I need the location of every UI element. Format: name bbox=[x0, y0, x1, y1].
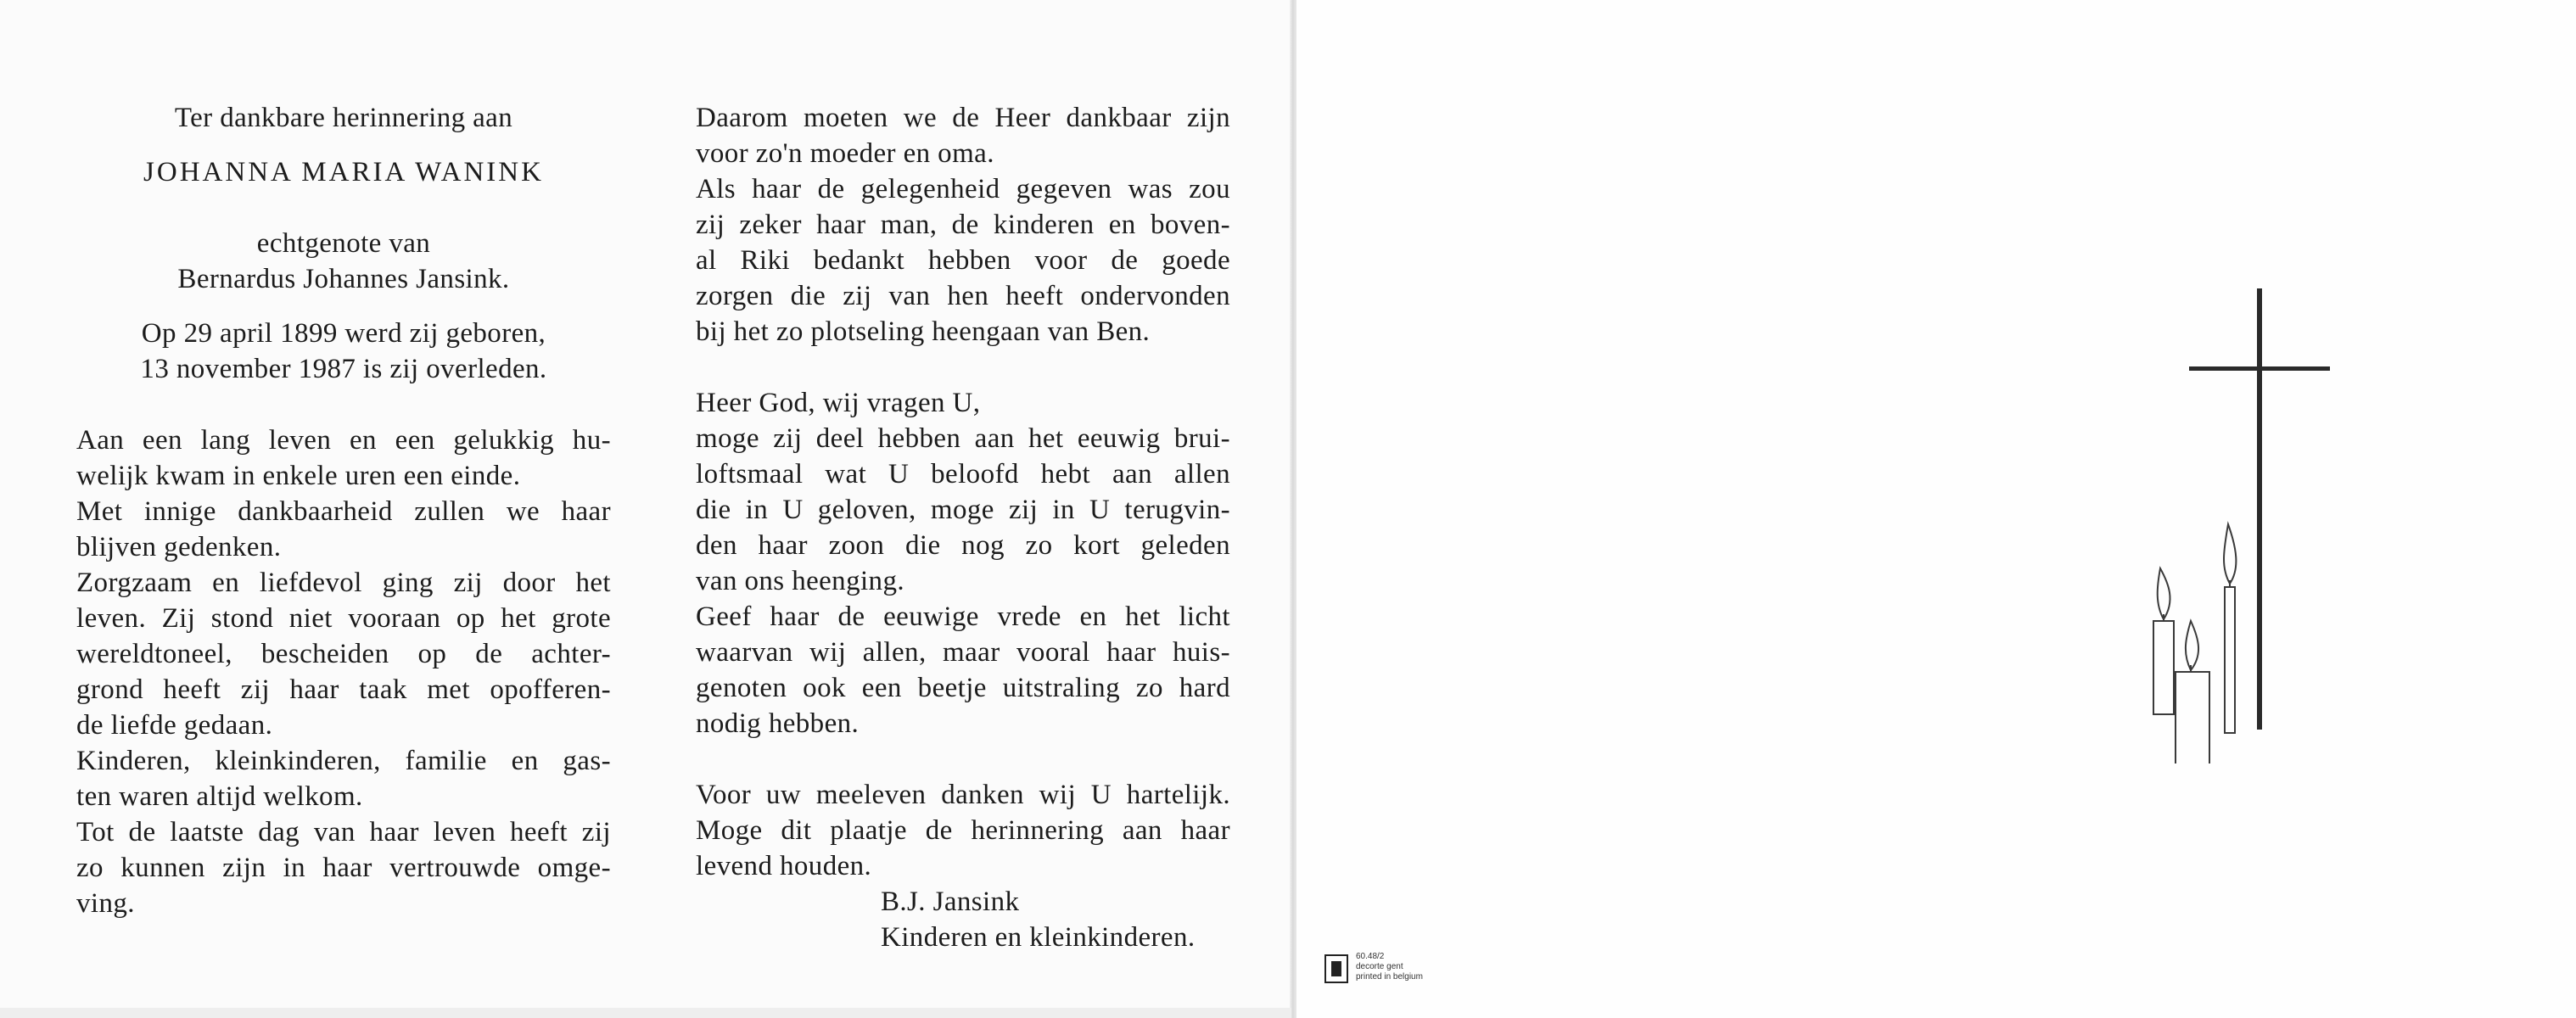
printer-company: decorte gent bbox=[1356, 962, 1403, 971]
card-fold bbox=[1290, 0, 1296, 1018]
text-line: nodig hebben. bbox=[696, 708, 860, 739]
right-text-column bbox=[696, 100, 1230, 955]
text-line: levend houden. bbox=[696, 851, 872, 881]
printer-code: 60.48/2 bbox=[1356, 952, 1385, 961]
left-text-column bbox=[76, 100, 611, 921]
body-line: ving. bbox=[76, 888, 135, 919]
text-line: genoten ook een beetje uitstraling zo hard bbox=[696, 673, 1230, 703]
cross-candles-illustration bbox=[2138, 288, 2342, 764]
spouse-intro: echtgenote van bbox=[256, 228, 431, 259]
thanks-paragraph bbox=[696, 777, 1230, 955]
text-line: moge zij deel hebben aan het eeuwig brui- bbox=[696, 423, 1230, 454]
body-line: Tot de laatste dag van haar leven heeft zij bbox=[76, 817, 611, 847]
text-line: den haar zoon die nog zo kort geleden bbox=[696, 530, 1230, 561]
signature-family: Kinderen en kleinkinderen. bbox=[881, 922, 1196, 953]
body-line: Met innige dankbaarheid zullen we haar bbox=[76, 496, 611, 527]
text-line: van ons heenging. bbox=[696, 566, 905, 596]
deceased-name: JOHANNA MARIA WANINK bbox=[143, 157, 544, 187]
body-line: wereldtoneel, bescheiden op de achter- bbox=[76, 639, 611, 669]
text-line: Als haar de gelegenheid gegeven was zou bbox=[696, 174, 1230, 204]
body-line: grond heeft zij haar taak met opofferen- bbox=[76, 674, 611, 705]
text-line: voor zo'n moeder en oma. bbox=[696, 138, 994, 169]
text-line: zij zeker haar man, de kinderen en boven- bbox=[696, 210, 1230, 240]
heading: Ter dankbare herinnering aan bbox=[174, 103, 513, 133]
text-line: Daarom moeten we de Heer dankbaar zijn bbox=[696, 103, 1230, 133]
death-line: 13 november 1987 is zij overleden. bbox=[140, 354, 547, 384]
text-line: Voor uw meeleven danken wij U hartelijk. bbox=[696, 780, 1230, 810]
card-right-panel bbox=[1296, 0, 2576, 1018]
body-line: leven. Zij stond niet vooraan op het grote bbox=[76, 603, 611, 634]
printer-logo-icon bbox=[1324, 954, 1349, 984]
text-line: zorgen die zij van hen heeft ondervonden bbox=[696, 281, 1230, 311]
signature-name: B.J. Jansink bbox=[881, 887, 1020, 917]
gratitude-paragraph bbox=[696, 100, 1230, 350]
body-line: Zorgzaam en liefdevol ging zij door het bbox=[76, 568, 611, 598]
text-line: Moge dit plaatje de herinnering aan haar bbox=[696, 815, 1230, 846]
birth-line: Op 29 april 1899 werd zij geboren, bbox=[141, 318, 546, 349]
spouse-name: Bernardus Johannes Jansink. bbox=[177, 264, 510, 294]
printer-text bbox=[1356, 952, 1423, 982]
body-line: zo kunnen zijn in haar vertrouwde omge- bbox=[76, 853, 611, 883]
text-line: Heer God, wij vragen U, bbox=[696, 388, 981, 418]
text-line: al Riki bedankt hebben voor de goede bbox=[696, 245, 1230, 276]
body-line: Aan een lang leven en een gelukkig hu- bbox=[76, 425, 611, 456]
body-line: welijk kwam in enkele uren een einde. bbox=[76, 461, 521, 491]
candle-icon bbox=[2153, 524, 2236, 764]
printer-mark bbox=[1324, 952, 1527, 991]
text-line: bij het zo plotseling heengaan van Ben. bbox=[696, 316, 1151, 347]
text-line: die in U geloven, moge zij in U terugvin- bbox=[696, 495, 1230, 525]
printer-origin: printed in belgium bbox=[1356, 972, 1423, 982]
cross-icon bbox=[2189, 288, 2330, 730]
text-line: Geef haar de eeuwige vrede en het licht bbox=[696, 601, 1230, 632]
body-line: blijven gedenken. bbox=[76, 532, 282, 562]
text-line: loftsmaal wat U beloofd hebt aan allen bbox=[696, 459, 1230, 489]
body-line: ten waren altijd welkom. bbox=[76, 781, 363, 812]
body-line: Kinderen, kleinkinderen, familie en gas- bbox=[76, 746, 611, 776]
body-line: de liefde gedaan. bbox=[76, 710, 273, 741]
prayer-paragraph bbox=[696, 385, 1230, 741]
biography-text bbox=[76, 422, 611, 921]
text-line: waarvan wij allen, maar vooral haar huis- bbox=[696, 637, 1230, 668]
card-bottom-edge bbox=[0, 1008, 1291, 1018]
